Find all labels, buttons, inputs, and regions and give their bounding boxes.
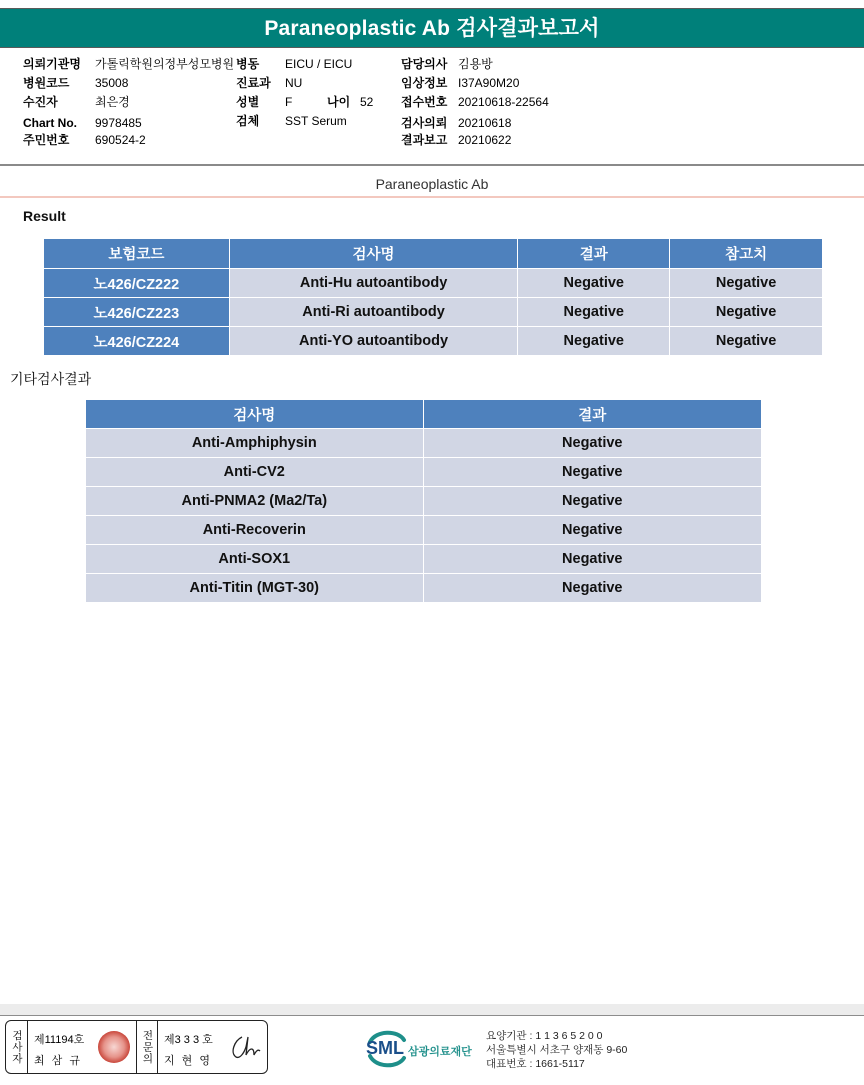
table-row — [86, 429, 762, 458]
table-row — [86, 574, 762, 603]
signature-box — [5, 1020, 268, 1074]
info-value-chart-no: 9978485 — [95, 116, 142, 130]
logo-text: SML — [366, 1038, 404, 1058]
other-header-result: 결과 — [423, 400, 761, 429]
info-label-specimen: 검체 — [236, 114, 260, 128]
info-value-age: 52 — [360, 95, 374, 109]
test-name-cell: Anti-SOX1 — [86, 545, 424, 574]
info-value-department: NU — [285, 76, 303, 90]
result-header-test-name: 검사명 — [229, 239, 518, 269]
other-results-table — [85, 399, 762, 603]
test-name-cell: Anti-Recoverin — [86, 516, 424, 545]
other-header-test-name: 검사명 — [86, 400, 424, 429]
info-value-ward: EICU / EICU — [285, 57, 353, 71]
report-title: Paraneoplastic Ab 검사결과보고서 — [264, 17, 600, 40]
specialist-label — [136, 1021, 158, 1073]
header-divider — [0, 164, 864, 166]
info-label-ward: 병동 — [236, 57, 260, 71]
info-label-request-date: 검사의뢰 — [401, 116, 448, 130]
info-label-age: 나이 — [327, 95, 351, 109]
footer-band — [0, 1004, 864, 1016]
test-name-cell: Anti-Titin (MGT-30) — [86, 574, 424, 603]
signature-icon — [228, 1033, 262, 1061]
table-row — [44, 327, 823, 356]
sml-logo — [366, 1028, 486, 1075]
address: 서울특별시 서초구 양재동 9-60 — [486, 1044, 628, 1056]
result-table — [43, 238, 823, 356]
info-label-hospital-code: 병원코드 — [23, 76, 70, 90]
info-label-doctor: 담당의사 — [401, 57, 448, 71]
insurance-code-cell: 노426/CZ224 — [44, 327, 230, 356]
info-value-hospital-code: 35008 — [95, 76, 129, 90]
result-cell: Negative — [423, 487, 761, 516]
insurance-code-cell: 노426/CZ222 — [44, 269, 230, 298]
result-table-header-row — [44, 239, 823, 269]
info-value-specimen: SST Serum — [285, 114, 347, 128]
specialist-name: 지 현 영 — [164, 1055, 212, 1067]
info-value-report-date: 20210622 — [458, 133, 512, 147]
test-name-cell: Anti-Hu autoantibody — [229, 269, 518, 298]
result-header-insurance-code: 보험코드 — [44, 239, 230, 269]
info-value-request-date: 20210618 — [458, 116, 512, 130]
result-cell: Negative — [423, 429, 761, 458]
insurance-code-cell: 노426/CZ223 — [44, 298, 230, 327]
tester-label-text: 검사자 — [11, 1029, 23, 1065]
info-label-department: 진료과 — [236, 76, 271, 90]
info-value-institution: 가톨릭학원의정부성모병원 — [95, 57, 235, 71]
info-value-accession-no: 20210618-22564 — [458, 95, 549, 109]
info-label-accession-no: 접수번호 — [401, 95, 448, 109]
report-title-bar — [0, 8, 864, 48]
test-name-cell: Anti-PNMA2 (Ma2/Ta) — [86, 487, 424, 516]
reference-cell: Negative — [670, 269, 823, 298]
table-row — [44, 269, 823, 298]
official-seal-icon — [98, 1031, 130, 1063]
result-cell: Negative — [423, 516, 761, 545]
specialist-license: 제3 3 3 호 — [164, 1034, 213, 1046]
test-name-cell: Anti-YO autoantibody — [229, 327, 518, 356]
phone-number: 대표번호 : 1661-5117 — [486, 1058, 585, 1070]
info-label-sex: 성별 — [236, 95, 260, 109]
info-label-patient: 수진자 — [23, 95, 58, 109]
result-cell: Negative — [518, 298, 670, 327]
specialist-label-text: 전문의 — [141, 1029, 154, 1065]
result-cell: Negative — [423, 545, 761, 574]
other-table-header-row — [86, 400, 762, 429]
result-cell: Negative — [423, 458, 761, 487]
reference-cell: Negative — [670, 327, 823, 356]
info-label-chart-no: Chart No. — [23, 116, 77, 130]
table-row — [86, 545, 762, 574]
table-row — [86, 487, 762, 516]
test-name-cell: Anti-Amphiphysin — [86, 429, 424, 458]
org-name: 삼광의료재단 — [408, 1046, 472, 1058]
info-value-clinical-info: I37A90M20 — [458, 76, 520, 90]
info-value-resident-no: 690524-2 — [95, 133, 146, 147]
result-cell: Negative — [518, 269, 670, 298]
reference-cell: Negative — [670, 298, 823, 327]
info-value-patient: 최은경 — [95, 95, 130, 109]
institution-code: 요양기관 : 1 1 3 6 5 2 0 0 — [486, 1030, 603, 1042]
section-title-bar — [0, 170, 864, 198]
tester-name: 최 삼 규 — [34, 1055, 82, 1067]
info-label-institution: 의뢰기관명 — [23, 57, 81, 71]
info-label-report-date: 결과보고 — [401, 133, 448, 147]
result-header-reference: 참고치 — [670, 239, 823, 269]
info-value-doctor: 김용방 — [458, 57, 493, 71]
table-row — [44, 298, 823, 327]
tester-label — [6, 1021, 28, 1073]
result-cell: Negative — [518, 327, 670, 356]
info-label-clinical-info: 임상정보 — [401, 76, 448, 90]
result-heading: Result — [23, 208, 66, 224]
other-results-heading: 기타검사결과 — [10, 371, 92, 387]
test-name-cell: Anti-Ri autoantibody — [229, 298, 518, 327]
result-cell: Negative — [423, 574, 761, 603]
section-title: Paraneoplastic Ab — [375, 176, 489, 192]
info-label-resident-no: 주민번호 — [23, 133, 70, 147]
table-row — [86, 516, 762, 545]
result-header-result: 결과 — [518, 239, 670, 269]
info-value-sex: F — [285, 95, 293, 109]
tester-license: 제11194호 — [34, 1034, 85, 1046]
table-row — [86, 458, 762, 487]
test-name-cell: Anti-CV2 — [86, 458, 424, 487]
